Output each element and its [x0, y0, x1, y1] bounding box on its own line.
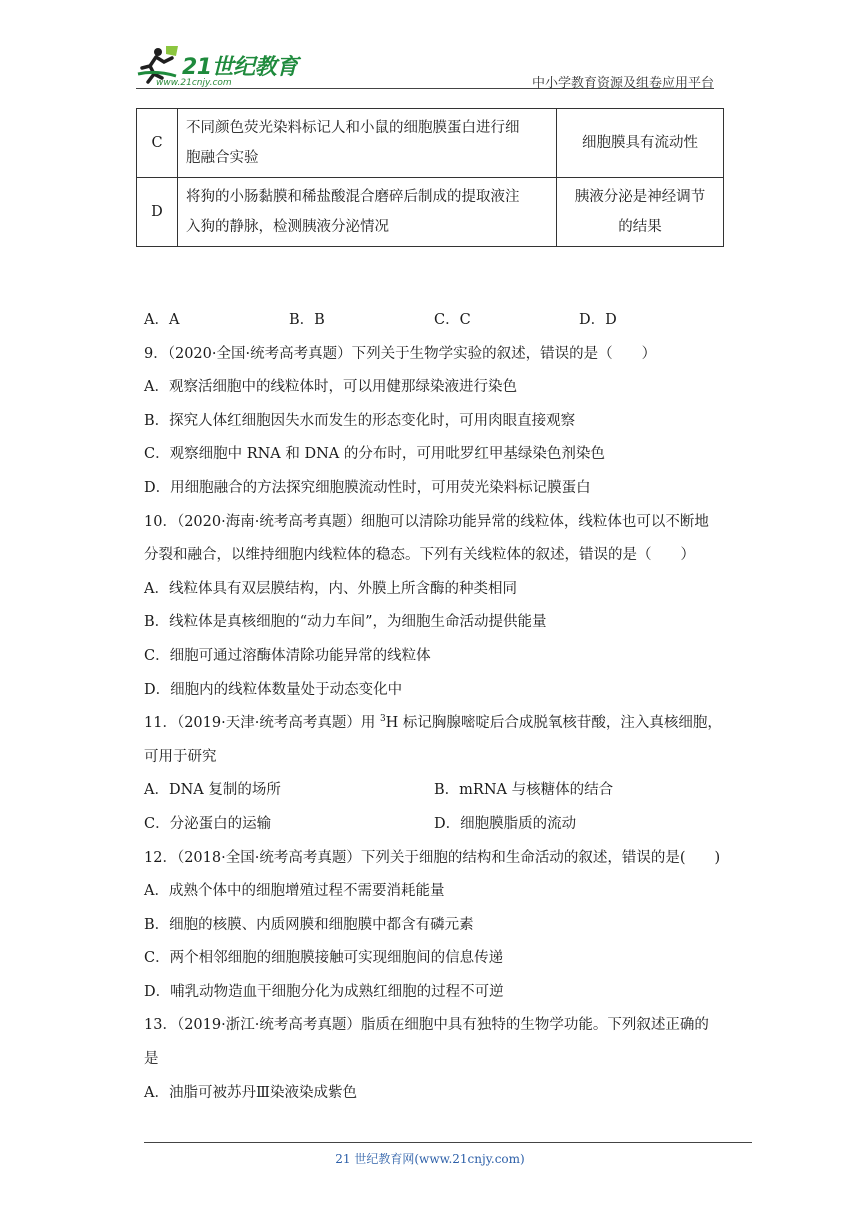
q12-option-c: C．两个相邻细胞的细胞膜接触可实现细胞间的信息传递 — [144, 950, 504, 967]
row-description: 将狗的小肠黏膜和稀盐酸混合磨碎后制成的提取液注 入狗的静脉，检测胰液分泌情况 — [178, 178, 557, 247]
logo-text: 21世纪教育 — [182, 55, 298, 80]
logo-url: www.21cnjy.com — [156, 78, 232, 88]
q11-options-row1 — [144, 774, 724, 808]
q11-stem-cont: 可用于研究 — [144, 748, 217, 765]
table-row — [137, 109, 724, 178]
page-header — [136, 40, 714, 90]
footer-link[interactable]: 21 世纪教育网(www.21cnjy.com) — [335, 1152, 525, 1166]
q12-option-b: B．细胞的核膜、内质网膜和细胞膜中都含有磷元素 — [144, 916, 474, 933]
q9-option-c: C．观察细胞中 RNA 和 DNA 的分布时，可用吡罗红甲基绿染色剂染色 — [144, 446, 605, 463]
row-result: 细胞膜具有流动性 — [557, 109, 724, 178]
q11-option-b: B．mRNA 与核糖体的结合 — [434, 782, 614, 799]
option-d: D．D — [579, 312, 617, 328]
q10-option-c: C．细胞可通过溶酶体清除功能异常的线粒体 — [144, 647, 431, 664]
header-divider — [136, 88, 714, 89]
option-a: A．A — [144, 312, 180, 328]
q10-stem: 10．（2020·海南·统考高考真题）细胞可以清除功能异常的线粒体，线粒体也可以不断地 — [144, 513, 709, 530]
q10-stem-cont: 分裂和融合，以维持细胞内线粒体的稳态。下列有关线粒体的叙述，错误的是（ ） — [144, 547, 695, 564]
q10-option-a: A．线粒体具有双层膜结构，内、外膜上所含酶的种类相同 — [144, 580, 517, 597]
q12-stem: 12．（2018·全国·统考高考真题）下列关于细胞的结构和生命活动的叙述，错误的是( ) — [144, 849, 721, 866]
site-logo — [136, 40, 326, 90]
q10-option-d: D．细胞内的线粒体数量处于动态变化中 — [144, 681, 403, 698]
table-row — [137, 178, 724, 247]
footer-divider — [144, 1142, 752, 1143]
platform-tagline: 中小学教育资源及组卷应用平台 — [531, 76, 714, 91]
row-description: 不同颜色荧光染料标记人和小鼠的细胞膜蛋白进行细 胞融合实验 — [178, 109, 557, 178]
q12-option-d: D．哺乳动物造血干细胞分化为成熟红细胞的过程不可逆 — [144, 983, 504, 1000]
question-content — [144, 304, 724, 1110]
options-table — [136, 108, 724, 247]
option-c: C．C — [434, 312, 471, 328]
q11-option-c: C．分泌蛋白的运输 — [144, 815, 272, 832]
row-result: 胰液分泌是神经调节 的结果 — [557, 178, 724, 247]
q11-options-row2 — [144, 808, 724, 842]
q9-option-a: A．观察活细胞中的线粒体时，可以用健那绿染液进行染色 — [144, 379, 517, 396]
q11-option-a: A．DNA 复制的场所 — [144, 782, 281, 799]
row-letter: D — [137, 178, 178, 247]
q13-stem-cont: 是 — [144, 1051, 159, 1068]
q11-stem: 11．（2019·天津·统考高考真题）用 $^3$H 标记胸腺嘧啶后合成脱氧核苷酸，注入真核细胞， — [144, 714, 722, 732]
q12-option-a: A．成熟个体中的细胞增殖过程不需要消耗能量 — [144, 883, 445, 900]
row-letter: C — [137, 109, 178, 178]
option-b: B．B — [289, 312, 325, 328]
q11-option-d: D．细胞膜脂质的流动 — [434, 815, 577, 832]
q9-option-b: B．探究人体红细胞因失水而发生的形态变化时，可用肉眼直接观察 — [144, 412, 576, 429]
q10-option-b: B．线粒体是真核细胞的“动力车间”，为细胞生命活动提供能量 — [144, 614, 547, 631]
q9-option-d: D．用细胞融合的方法探究细胞膜流动性时，可用荧光染料标记膜蛋白 — [144, 479, 591, 496]
q9-stem: 9．（2020·全国·统考高考真题）下列关于生物学实验的叙述，错误的是（ ） — [144, 345, 657, 362]
q13-option-a: A．油脂可被苏丹Ⅲ染液染成紫色 — [144, 1084, 357, 1101]
q8-options — [144, 304, 724, 338]
q13-stem: 13．（2019·浙江·统考高考真题）脂质在细胞中具有独特的生物学功能。下列叙述正确的 — [144, 1017, 709, 1034]
